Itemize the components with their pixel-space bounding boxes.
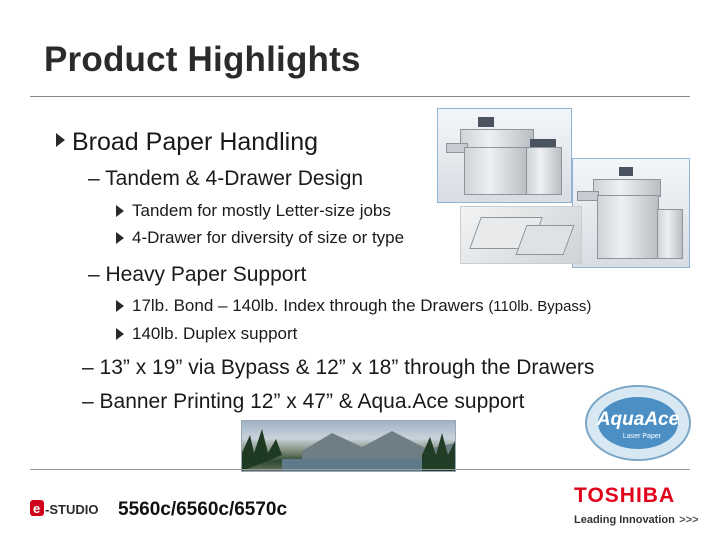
- toshiba-brand: [574, 484, 699, 528]
- bypass-weight-note: (110lb. Bypass): [488, 298, 592, 315]
- chevron-bullet-icon: [116, 300, 124, 312]
- aquaace-seal-logo: [584, 385, 692, 461]
- bullet-broad-paper-handling: Broad Paper Handling: [72, 128, 318, 156]
- bullet-tandem-letter: Tandem for mostly Letter-size jobs: [132, 201, 391, 220]
- tagline-arrows-icon: >>>: [679, 514, 699, 526]
- footer-divider: [30, 469, 690, 470]
- toshiba-logo-text: TOSHIBA: [574, 484, 676, 507]
- estudio-prefix-text: -STUDIO: [45, 502, 99, 517]
- drawer-copier-image: [572, 158, 690, 268]
- paper-drawer-image: [460, 206, 582, 264]
- banner-landscape-image: [241, 420, 456, 472]
- title-divider: [30, 96, 690, 97]
- chevron-bullet-icon: [116, 232, 124, 244]
- toshiba-tagline: Leading Innovation: [574, 514, 675, 526]
- bullet-4-drawer: 4-Drawer for diversity of size or type: [132, 228, 405, 247]
- svg-text:Laser Paper: Laser Paper: [622, 433, 662, 440]
- bullet-heavy-paper: – Heavy Paper Support: [88, 263, 307, 286]
- tandem-copier-image: [437, 108, 572, 203]
- paper-weights-text: 17lb. Bond – 140lb. Index through the Drawers: [132, 296, 484, 315]
- bullet-bypass-sizes: – 13” x 19” via Bypass & 12” x 18” through the Drawers: [82, 356, 595, 379]
- bullet-banner-printing: – Banner Printing 12” x 47” & Aqua.Ace support: [82, 390, 525, 413]
- svg-text:e: e: [33, 501, 41, 516]
- bullet-paper-weights: [132, 296, 591, 316]
- chevron-bullet-icon: [116, 328, 124, 340]
- estudio-models-text: 5560c/6560c/6570c: [118, 499, 288, 520]
- chevron-bullet-icon: [116, 205, 124, 217]
- slide-title: Product Highlights: [44, 40, 361, 79]
- svg-text:AquaAce: AquaAce: [596, 409, 680, 430]
- bullet-tandem-design: – Tandem & 4-Drawer Design: [88, 167, 364, 190]
- estudio-product-logo: [30, 492, 300, 527]
- bullet-duplex-support: 140lb. Duplex support: [132, 324, 298, 343]
- chevron-bullet-icon: [56, 133, 65, 147]
